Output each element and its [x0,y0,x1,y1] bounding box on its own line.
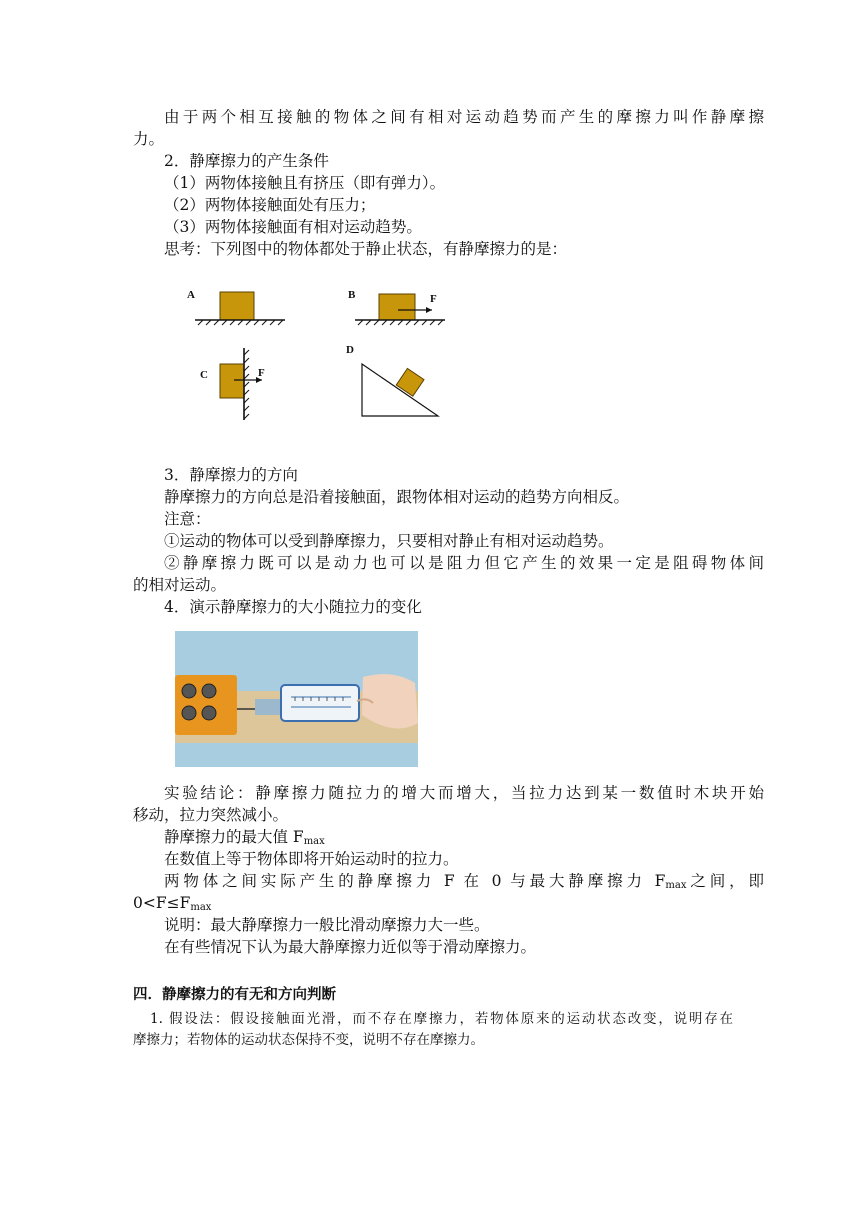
note-1: ①运动的物体可以受到静摩擦力，只要相对静止有相对运动趋势。 [164,532,614,550]
condition-1: （1）两物体接触且有挤压（即有弹力）。 [164,174,446,192]
experiment-photo [175,631,418,767]
note-2-line-1: ②静摩擦力既可以是动力也可以是阻力但它产生的效果一定是阻碍物体间 [164,554,764,572]
explanation-2: 在有些情况下认为最大静摩擦力近似等于滑动摩擦力。 [164,938,537,956]
diagram-d [346,344,438,416]
think-question: 思考：下列图中的物体都处于静止状态，有静摩擦力的是： [164,240,568,258]
diagram-a [187,289,285,325]
force-label-b: F [430,293,437,305]
condition-3: （3）两物体接触面有相对运动趋势。 [164,218,422,236]
note-2-line-2: 的相对运动。 [133,576,227,594]
fmax-title: 静摩擦力的最大值 $F_{max}$ [164,828,325,847]
section-2-heading: 2．静摩擦力的产生条件 [164,152,329,170]
diagram-c [200,348,265,420]
section-3-heading: 3．静摩擦力的方向 [164,466,298,484]
friction-diagrams [180,280,460,430]
section-four-heading: 四．静摩擦力的有无和方向判断 [133,987,336,1003]
conclusion-line-1: 实验结论：静摩擦力随拉力的增大而增大，当拉力达到某一数值时木块开始 [164,784,764,802]
assumption-line-1: 1. 假设法：假设接触面光滑，而不存在摩擦力，若物体原来的运动状态改变，说明存在 [150,1011,733,1027]
fmax-description: 在数值上等于物体即将开始运动时的拉力。 [164,850,459,868]
condition-2: （2）两物体接触面处有压力； [164,196,376,214]
range-line-1: 两物体之间实际产生的静摩擦力 F 在 0 与最大静摩擦力 $F_{max}$之间，即 [164,872,764,891]
diagram-b [348,289,445,325]
intro-line-1: 由于两个相互接触的物体之间有相对运动趋势而产生的摩擦力叫作静摩擦 [164,108,764,126]
incline [362,364,438,416]
label-d: D [346,344,354,356]
direction-text: 静摩擦力的方向总是沿着接触面，跟物体相对运动的趋势方向相反。 [164,488,630,506]
wooden-block [175,675,237,735]
note-title: 注意： [164,510,211,528]
section-4-heading: 4．演示静摩擦力的大小随拉力的变化 [164,598,422,616]
block-b [379,294,415,320]
spring-scale [281,685,359,721]
assumption-line-2: 摩擦力；若物体的运动状态保持不变，说明不存在摩擦力。 [133,1032,484,1048]
conclusion-line-2: 移动，拉力突然减小。 [133,806,289,824]
range-line-2: $0<F\le F_{max}$ [133,894,212,913]
label-b: B [348,289,356,301]
label-c: C [200,369,208,381]
block-d [396,368,424,396]
explanation-1: 说明：最大静摩擦力一般比滑动摩擦力大一些。 [164,916,490,934]
force-label-c: F [258,367,265,379]
block-c [220,364,244,398]
label-a: A [187,289,195,301]
intro-line-2: 力。 [133,130,165,148]
block-a [220,292,254,320]
